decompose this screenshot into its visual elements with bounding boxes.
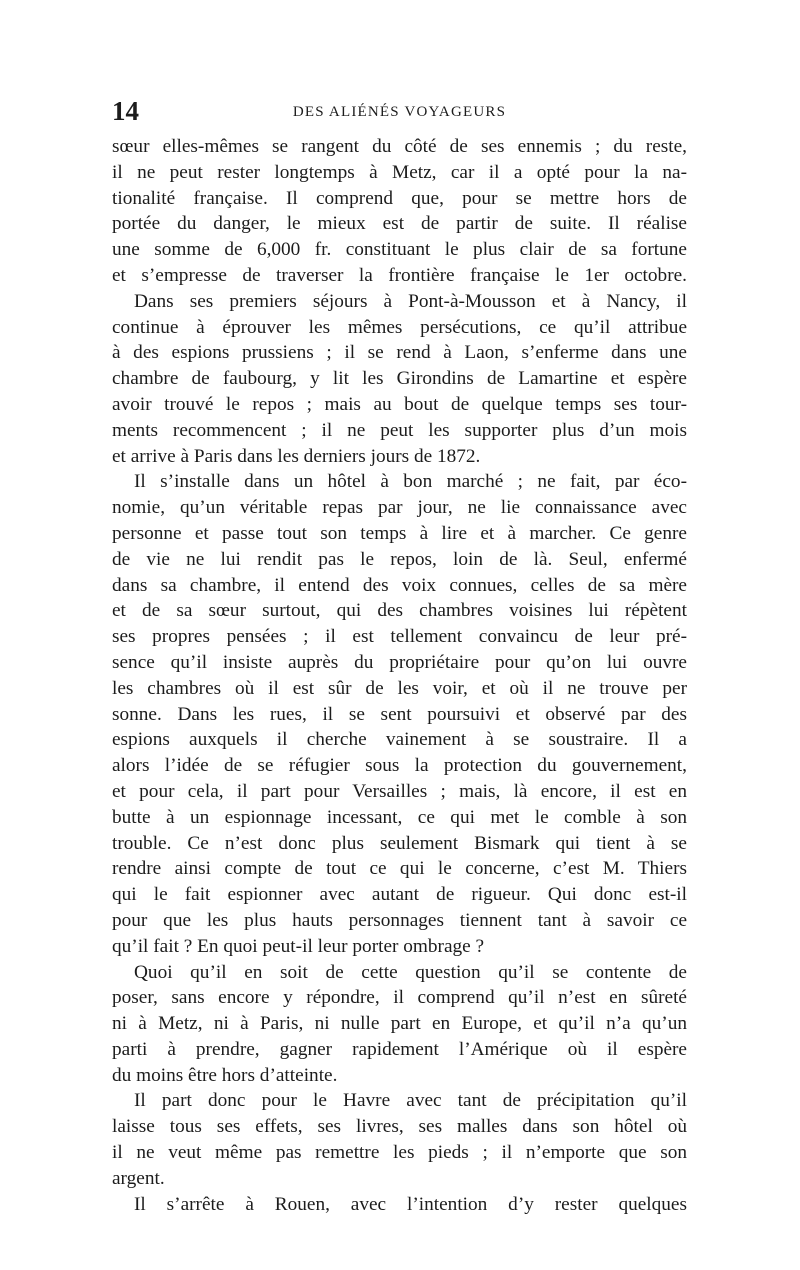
text-line: il ne peut rester longtemps à Metz, car il a opté pour la na-: [112, 161, 687, 183]
running-head: DES ALIÉNÉS VOYAGEURS: [292, 104, 507, 120]
text-line: ni à Metz, ni à Paris, ni nulle part en Europe, et qu’il n’a qu’un: [112, 1013, 687, 1035]
text-line: tionalité française. Il comprend que, pour se mettre hors de: [112, 187, 687, 209]
text-line: alors l’idée de se réfugier sous la protection du gouvernement,: [112, 755, 687, 777]
text-line: continue à éprouver les mêmes persécutions, ce qu’il attribue: [112, 316, 687, 338]
text-line: ments recommencent ; il ne peut les supporter plus d’un mois: [112, 419, 687, 441]
text-line: qu’il fait ? En quoi peut-il leur porter ombrage ?: [112, 935, 485, 957]
text-line: qui le fait espionner avec autant de rigueur. Qui donc est-il: [112, 884, 687, 906]
text-line: butte à un espionnage incessant, ce qui met le comble à son: [112, 806, 687, 828]
text-line: Il s’arrête à Rouen, avec l’intention d’y rester quelques: [134, 1193, 687, 1215]
text-line: à des espions prussiens ; il se rend à Laon, s’enferme dans une: [112, 342, 687, 364]
text-line: pour que les plus hauts personnages tiennent tant à savoir ce: [112, 909, 687, 931]
text-line: chambre de faubourg, y lit les Girondins de Lamartine et espère: [112, 368, 687, 390]
text-line: sence qu’il insiste auprès du propriétaire pour qu’on lui ouvre: [112, 651, 687, 673]
text-line: dans sa chambre, il entend des voix connues, celles de sa mère: [112, 574, 687, 596]
text-line: rendre ainsi compte de tout ce qui le concerne, c’est M. Thiers: [112, 858, 687, 880]
body-text: [112, 134, 687, 1217]
text-line: de vie ne lui rendit pas le repos, loin de là. Seul, enfermé: [112, 548, 687, 570]
text-line: sœur elles-mêmes se rangent du côté de ses ennemis ; du reste,: [112, 136, 687, 157]
page-header: [112, 96, 687, 126]
text-line: Quoi qu’il en soit de cette question qu’il se contente de: [134, 961, 687, 983]
text-line: argent.: [112, 1167, 165, 1189]
text-line: avoir trouvé le repos ; mais au bout de quelque temps ses tour-: [112, 393, 687, 415]
text-line: personne et passe tout son temps à lire et à marcher. Ce genre: [112, 522, 687, 544]
text-line: il ne veut même pas remettre les pieds ; il n’emporte que son: [112, 1142, 687, 1164]
text-line: et arrive à Paris dans les derniers jours de 1872.: [112, 445, 481, 467]
text-line: espions auxquels il cherche vainement à se soustraire. Il a: [112, 729, 687, 751]
text-line: poser, sans encore y répondre, il comprend qu’il n’est en sûreté: [112, 987, 687, 1009]
text-line: trouble. Ce n’est donc plus seulement Bismark qui tient à se: [112, 832, 687, 854]
text-line: et de sa sœur surtout, qui des chambres voisines lui répètent: [112, 600, 687, 622]
text-line: ses propres pensées ; il est tellement convaincu de leur pré-: [112, 626, 687, 648]
text-line: les chambres où il est sûr de les voir, et où il ne trouve per: [112, 677, 687, 699]
text-line: parti à prendre, gagner rapidement l’Amérique où il espère: [112, 1038, 687, 1060]
text-line: Il s’installe dans un hôtel à bon marché ; ne fait, par éco-: [134, 471, 687, 493]
text-line: une somme de 6,000 fr. constituant le plus clair de sa fortune: [112, 239, 687, 261]
text-line: sonne. Dans les rues, il se sent poursuivi et observé par des: [112, 703, 687, 725]
text-line: et s’empresse de traverser la frontière française le 1er octobre.: [112, 264, 687, 286]
text-line: portée du danger, le mieux est de partir de suite. Il réalise: [112, 213, 687, 235]
text-line: et pour cela, il part pour Versailles ; mais, là encore, il est en: [112, 780, 687, 802]
text-line: laisse tous ses effets, ses livres, ses malles dans son hôtel où: [112, 1116, 687, 1138]
text-line: Il part donc pour le Havre avec tant de précipitation qu’il: [134, 1090, 687, 1112]
text-line: Dans ses premiers séjours à Pont-à-Mousson et à Nancy, il: [134, 290, 687, 312]
page-number: 14: [112, 96, 139, 126]
text-line: du moins être hors d’atteinte.: [112, 1064, 338, 1086]
text-line: nomie, qu’un véritable repas par jour, ne lie connaissance avec: [112, 497, 687, 519]
